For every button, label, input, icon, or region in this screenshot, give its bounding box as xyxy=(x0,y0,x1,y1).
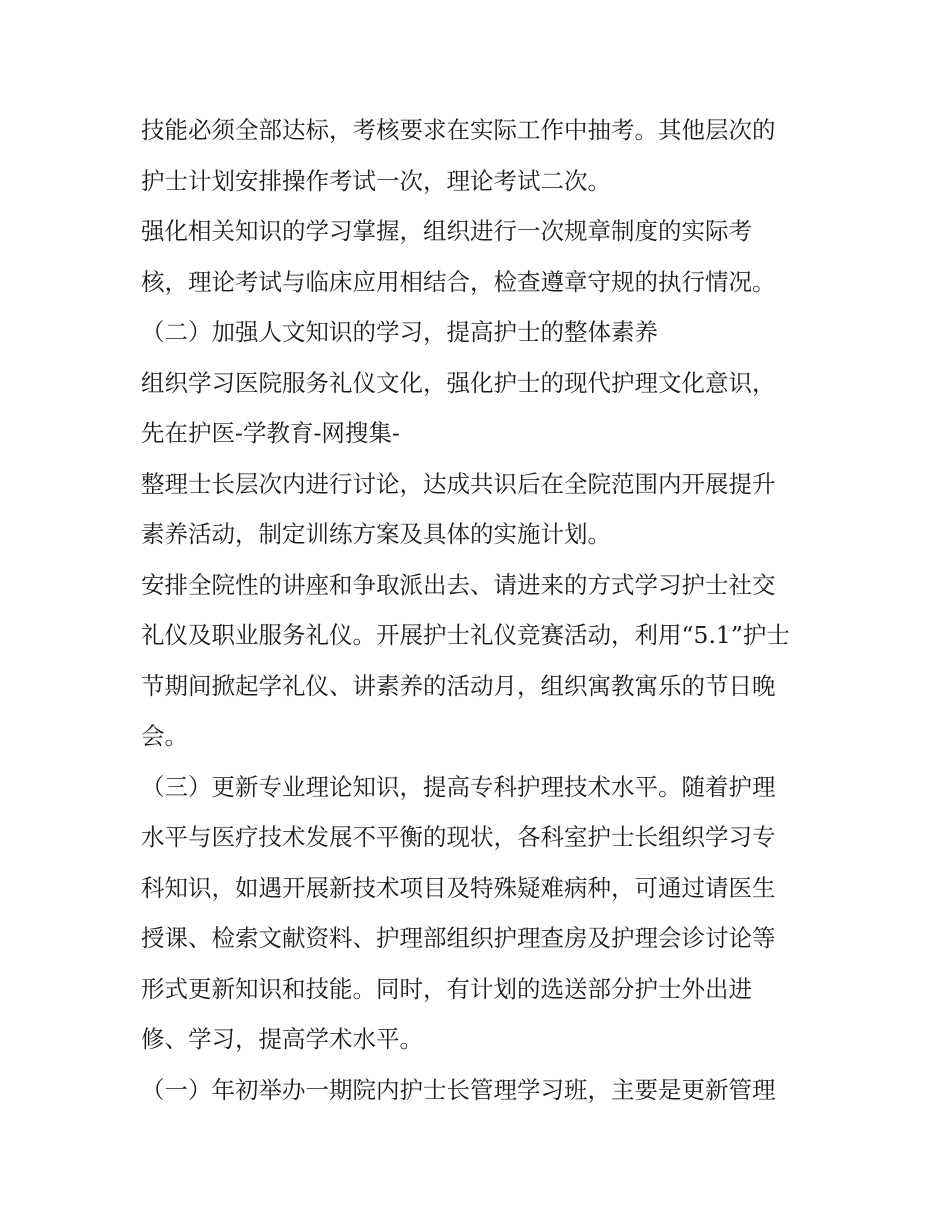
text-line-15: 水平与医疗技术发展不平衡的现状，各科室护士长组织学习专 xyxy=(141,823,776,851)
section-heading-3: （三）更新专业理论知识，提高专科护理技术水平。随着护理 xyxy=(141,772,776,801)
text-line-2: 护士计划安排操作考试一次，理论考试二次。 xyxy=(141,166,611,195)
text-line-19: 修、学习，提高学术水平。 xyxy=(141,1025,423,1053)
text-line-13: 会。 xyxy=(141,722,188,750)
text-line-6: 组织学习医院服务礼仪文化，强化护士的现代护理文化意识， xyxy=(141,368,776,397)
text-line-7: 先在护医-学教育-网搜集- xyxy=(141,419,400,447)
text-line-10: 安排全院性的讲座和争取派出去、请进来的方式学习护士社交 xyxy=(141,570,776,599)
text-line-18: 形式更新知识和技能。同时，有计划的选送部分护士外出进 xyxy=(141,974,752,1003)
document-body xyxy=(141,105,821,1115)
text-line-3: 强化相关知识的学习掌握，组织进行一次规章制度的实际考 xyxy=(141,217,752,245)
text-line-1: 技能必须全部达标，考核要求在实际工作中抽考。其他层次的 xyxy=(141,116,776,144)
text-line-8: 整理士长层次内进行讨论，达成共识后在全院范围内开展提升 xyxy=(141,469,776,498)
text-line-9: 素养活动，制定训练方案及具体的实施计划。 xyxy=(141,520,611,548)
text-line-4: 核，理论考试与临床应用相结合，检查遵章守规的执行情况。 xyxy=(141,267,776,296)
text-line-17: 授课、检索文献资料、护理部组织护理查房及护理会诊讨论等 xyxy=(141,924,776,952)
text-line-16: 科知识，如遇开展新技术项目及特殊疑难病种，可通过请医生 xyxy=(141,873,776,902)
text-line-11: 礼仪及职业服务礼仪。开展护士礼仪竞赛活动，利用“5.1”护士 xyxy=(141,621,790,649)
text-line-12: 节期间掀起学礼仪、讲素养的活动月，组织寓教寓乐的节日晚 xyxy=(141,671,776,700)
section-heading-2: （二）加强人文知识的学习，提高护士的整体素养 xyxy=(141,318,658,346)
section-heading-1: （一）年初举办一期院内护士长管理学习班，主要是更新管理 xyxy=(141,1075,776,1104)
